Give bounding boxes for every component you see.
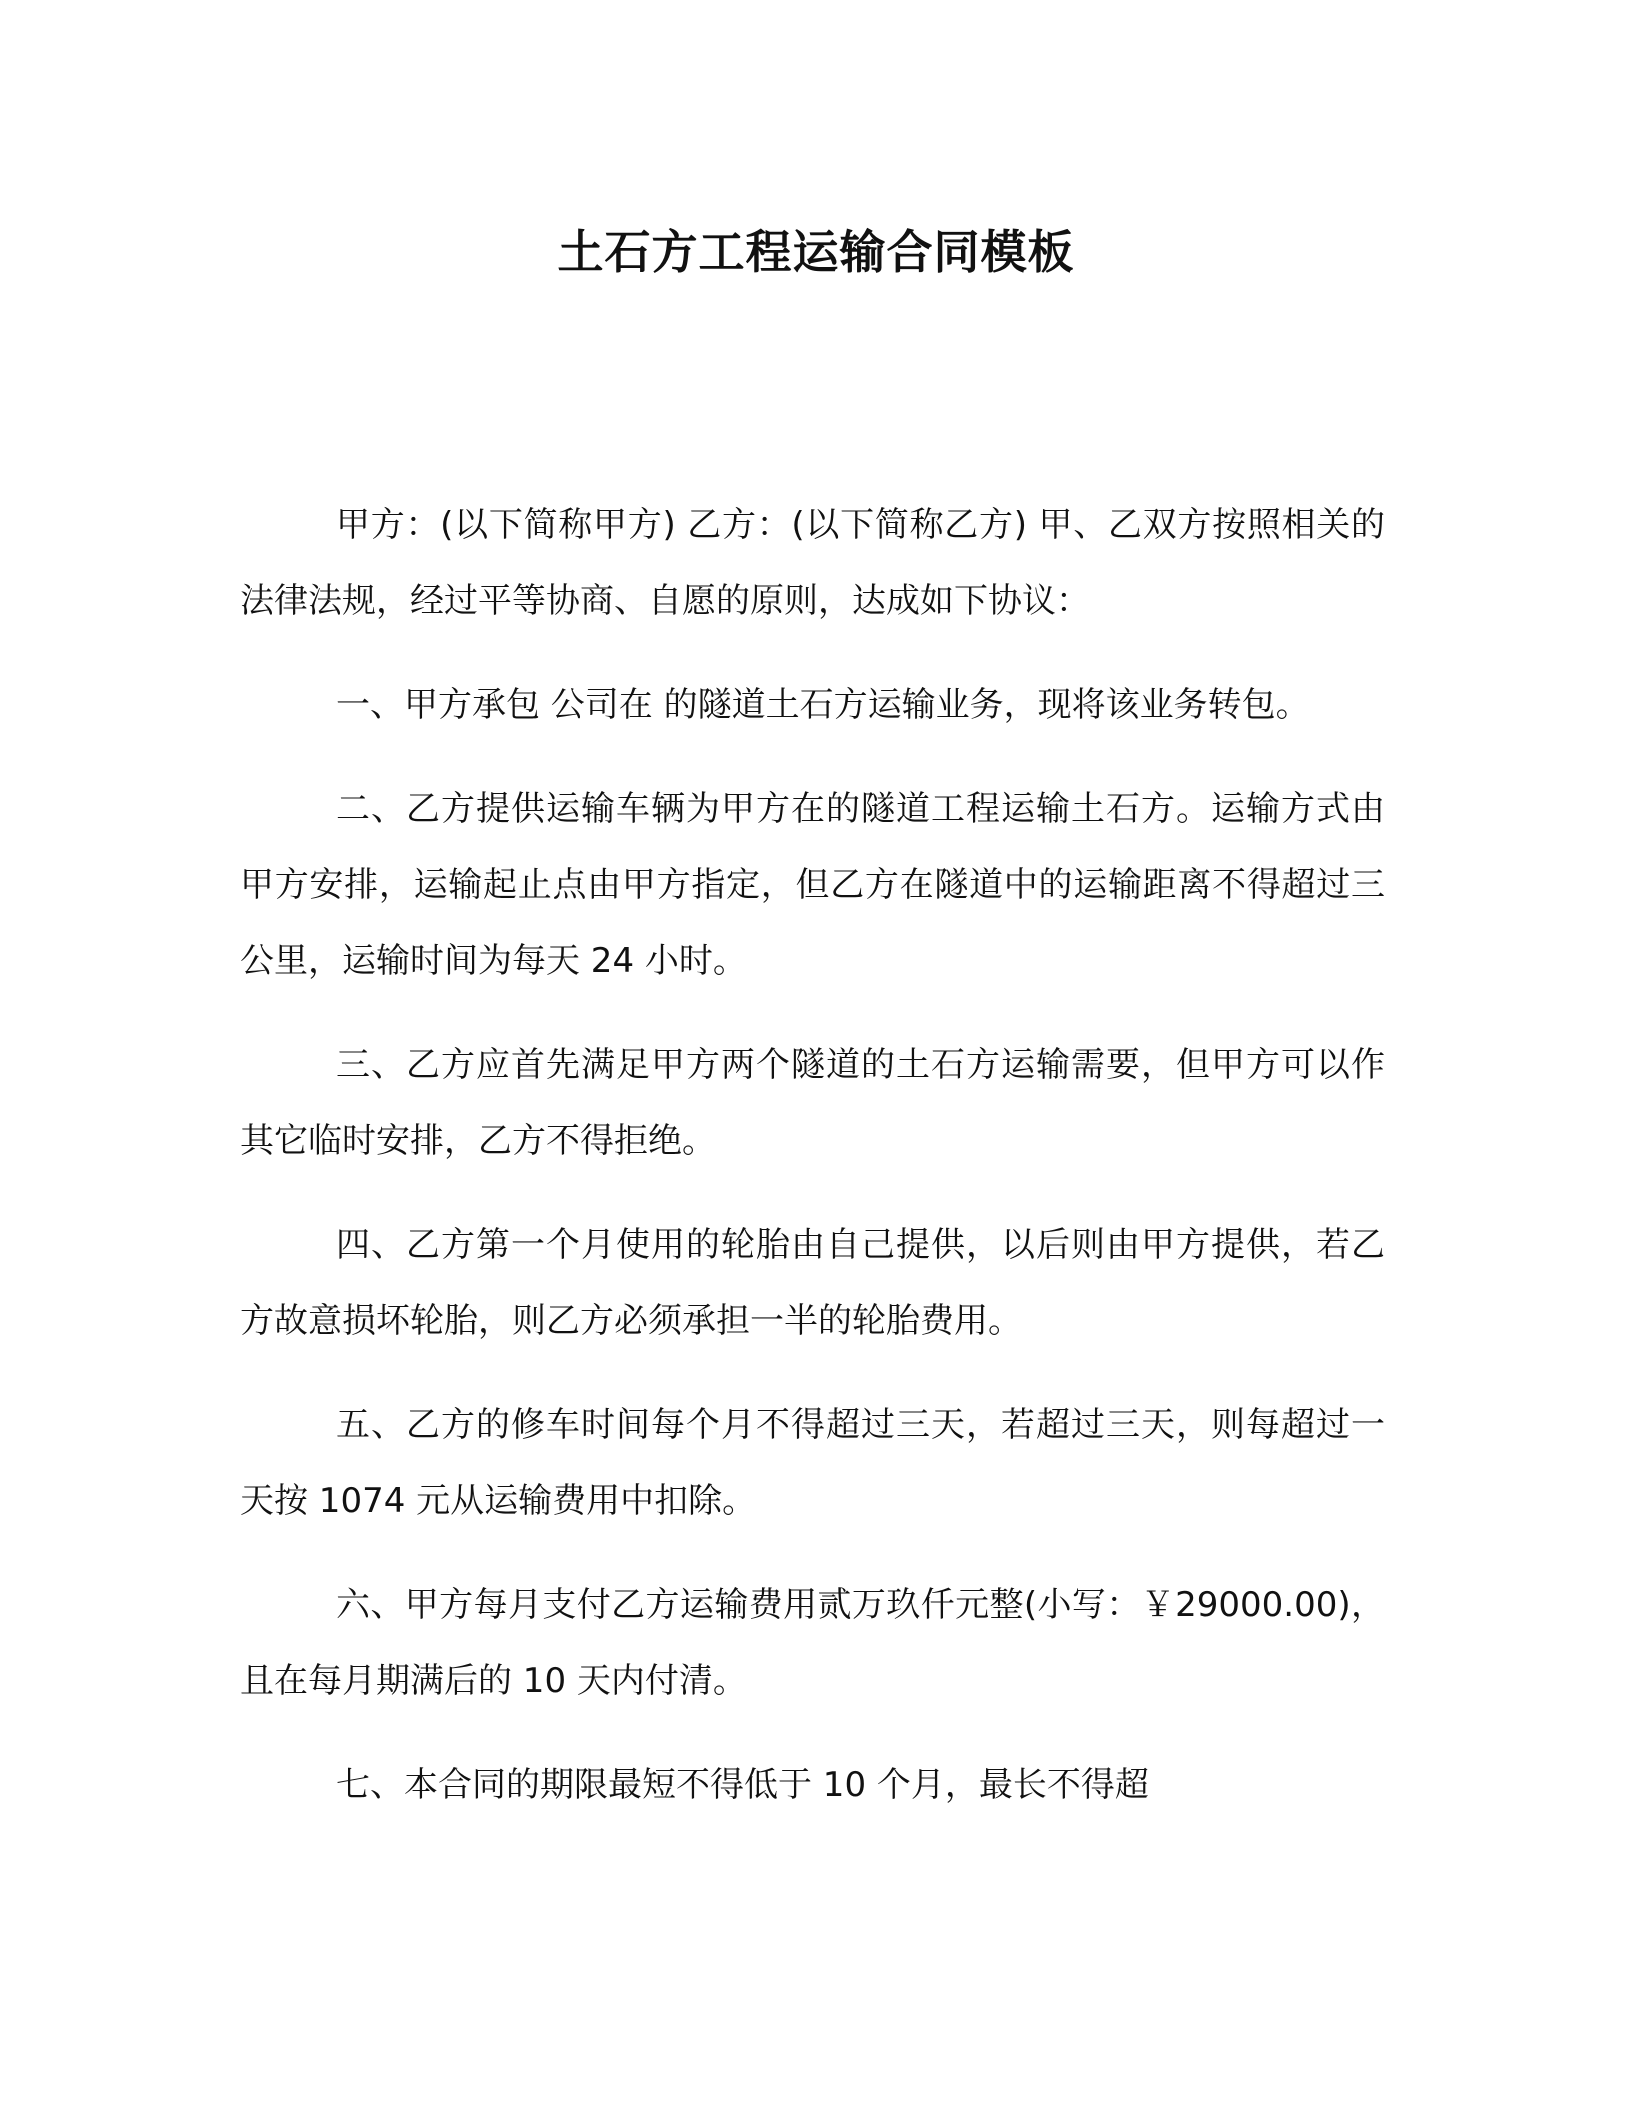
document-body [240,487,1385,1851]
paragraph-clause-6: 六、甲方每月支付乙方运输费用贰万玖仟元整(小写：￥29000.00)，且在每月期满后的 10 天内付清。 [240,1585,1385,1701]
paragraph-clause-5: 五、乙方的修车时间每个月不得超过三天，若超过三天，则每超过一天按 1074 元从运输费用中扣除。 [240,1405,1385,1521]
document-title: 土石方工程运输合同模板 [557,225,1075,279]
paragraph-clause-1: 一、甲方承包 公司在 的隧道土石方运输业务，现将该业务转包。 [336,685,1310,725]
paragraph-clause-4: 四、乙方第一个月使用的轮胎由自己提供，以后则由甲方提供，若乙方故意损坏轮胎，则乙方必须承担一半的轮胎费用。 [240,1225,1385,1341]
paragraph-parties: 甲方：(以下简称甲方) 乙方：(以下简称乙方) 甲、乙双方按照相关的法律法规，经过平等协商、自愿的原则，达成如下协议： [240,505,1385,621]
paragraph-clause-3: 三、乙方应首先满足甲方两个隧道的土石方运输需要，但甲方可以作其它临时安排，乙方不得拒绝。 [240,1045,1385,1161]
paragraph-clause-7: 七、本合同的期限最短不得低于 10 个月，最长不得超 [336,1765,1149,1805]
paragraph-clause-2: 二、乙方提供运输车辆为甲方在的隧道工程运输土石方。运输方式由甲方安排，运输起止点由甲方指定，但乙方在隧道中的运输距离不得超过三公里，运输时间为每天 24 小时。 [240,789,1385,981]
